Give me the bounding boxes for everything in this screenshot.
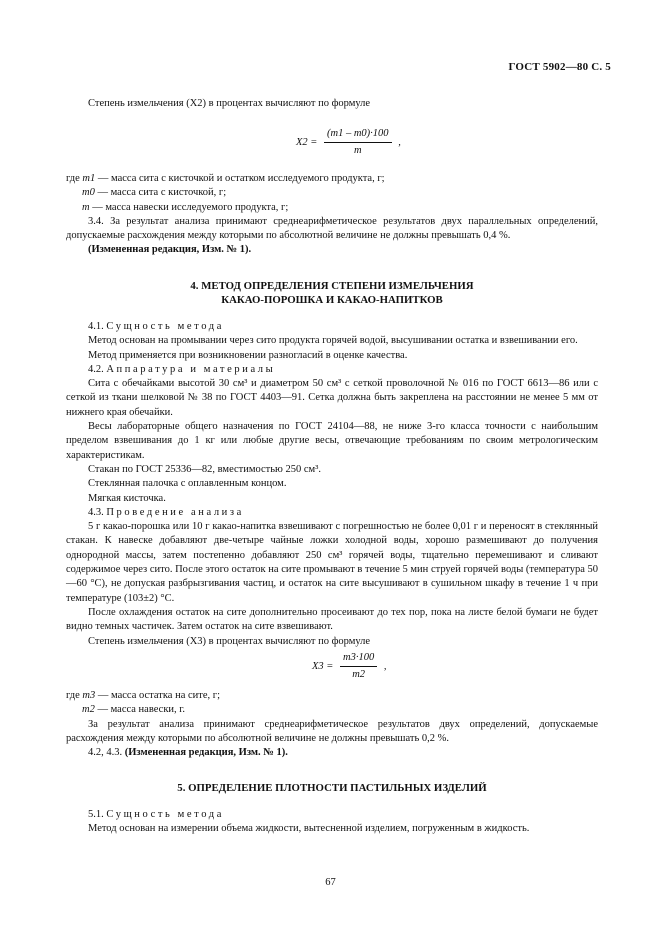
definition-prefix: где: [66, 173, 80, 184]
subsection-4-2-title: [66, 363, 598, 377]
definition-row: [66, 172, 598, 186]
paragraph: Сита с обечайками высотой 30 см³ и диаметром 50 см³ с сеткой проволочной № 016 по ГОСТ 6613—86 или с сеткой из ткани шелковой № 38 по ГОСТ 4403—91. Сетка должна быть закреплена на расстоянии не менее 5 мм от нижнего края обечайки.: [66, 378, 598, 418]
subsection-title: Аппаратура и материалы: [106, 363, 276, 375]
subsection-5-1-title: [66, 808, 598, 822]
definition-symbol: m0: [82, 187, 95, 199]
definition-symbol: m: [82, 201, 90, 213]
amendment-text: (Измененная редакция, Изм. № 1).: [124, 747, 288, 759]
definition-text: — масса сита с кисточкой, г;: [97, 187, 227, 199]
paragraph: Степень измельчения (X3) в процентах вычисляют по формуле: [88, 635, 371, 647]
formula2-lhs: X3: [312, 660, 324, 672]
subsection-title: Сущность метода: [106, 321, 224, 332]
paragraph: 5 г какао-порошка или 10 г какао-напитка взвешивают с погрешностью не более 0,01 г и переносят в стеклянный стакан. К навеске добавляют две-четыре чайные ложки холодной воды, хорошо размешивают до получения однородной массы, затем постепенно добавляют 250 см³ горячей воды, тщательно перемешивают и сливают содержимое через сито. После этого остаток на сите промывают в течение 5 мин струей горячей воды (температура 50—60 °C), не допуская разбрызгивания частиц, и остаток на сите высушивают в сушильном шкафу в течение 1 ч при температуре (103±2) °C.: [66, 521, 598, 604]
subsection-4-3-title: [66, 506, 598, 520]
paragraph: Метод применяется при возникновении разногласий в оценке качества.: [88, 349, 408, 361]
amendment-note-2: [66, 746, 598, 760]
subsection-number: 4.1.: [88, 321, 104, 332]
subsection-title: Проведение анализа: [106, 506, 244, 518]
definition-prefix: где: [66, 690, 80, 701]
subsection-number: 5.1.: [88, 809, 104, 820]
running-header: ГОСТ 5902—80 С. 5: [508, 61, 611, 73]
formula1-comma: ,: [398, 136, 401, 148]
paragraph: Метод основан на измерении объема жидкости, вытесненной изделием, погруженным в жидкость.: [88, 823, 530, 835]
formula-x3: [312, 651, 386, 683]
section-4-heading: [66, 279, 598, 307]
definition-symbol: m3: [82, 690, 96, 701]
page-number: 67: [325, 877, 336, 888]
formula2-equals: =: [326, 660, 334, 672]
paragraph-formula1-intro: [66, 97, 598, 111]
subsection-4-1-title: [66, 320, 598, 334]
formula2-fraction: [340, 651, 377, 683]
formula2-denominator: m2: [352, 669, 366, 681]
formula2-numerator: m3·100: [340, 651, 377, 667]
amendment-note-1: (Измененная редакция, Изм. № 1).: [88, 244, 252, 256]
section-5-heading: 5. ОПРЕДЕЛЕНИЕ ПЛОТНОСТИ ПАСТИЛЬНЫХ ИЗДЕЛИЙ: [177, 782, 487, 794]
paragraph: Мягкая кисточка.: [88, 492, 166, 504]
paragraph: Стакан по ГОСТ 25336—82, вместимостью 250 см³.: [88, 463, 321, 475]
definitions-list-2: [66, 689, 598, 760]
definition-row: [66, 689, 598, 703]
definition-text: — масса навески, г.: [97, 704, 186, 716]
formula1-denominator: m: [353, 145, 362, 157]
formula1-intro-text: Степень измельчения (X2) в процентах вычисляют по формуле: [88, 98, 371, 109]
definition-symbol: m1: [82, 173, 96, 184]
formula1-lhs: X2: [296, 136, 308, 148]
definition-row: [66, 703, 598, 717]
definition-text: — масса навески исследуемого продукта, г;: [92, 201, 289, 213]
formula1-numerator: (m1 – m0)·100: [324, 127, 392, 143]
paragraph: После охлаждения остаток на сите дополнительно просеивают до тех пор, пока на листе белой бумаги не будет видно темных частичек. Затем остаток на сите взвешивают.: [66, 606, 598, 633]
definition-text: — масса остатка на сите, г;: [97, 690, 220, 701]
definition-symbol: m2: [82, 704, 95, 716]
section-4-heading-line1: 4. МЕТОД ОПРЕДЕЛЕНИЯ СТЕПЕНИ ИЗМЕЛЬЧЕНИЯ: [190, 280, 474, 292]
section-5-body: [66, 808, 598, 837]
paragraph: Весы лабораторные общего назначения по ГОСТ 24104—88, не ниже 3-го класса точности с наибольшим пределом взвешивания до 1 кг или любые другие весы, отвечающие требованиям по своим метрологическим характеристикам.: [66, 421, 598, 461]
paragraph-3-4: 3.4. За результат анализа принимают среднеарифметическое результатов двух параллельных определений, допускаемые расхождения между которыми по абсолютной величине не должны превышать 0,4 %.: [66, 215, 598, 242]
formula-x2: [296, 127, 401, 159]
definitions-list-1: [66, 172, 598, 258]
paragraph: Стеклянная палочка с оплавленным концом.: [88, 478, 287, 490]
subsection-number: 4.3.: [88, 506, 104, 518]
section-4-body: [66, 320, 598, 649]
amendment-prefix: 4.2, 4.3.: [88, 747, 123, 759]
subsection-number: 4.2.: [88, 363, 104, 375]
definition-row: [66, 186, 598, 200]
section-4-heading-line2: КАКАО-ПОРОШКА И КАКАО-НАПИТКОВ: [221, 294, 443, 306]
subsection-title: Сущность метода: [106, 809, 224, 820]
formula2-comma: ,: [383, 660, 387, 672]
formula1-fraction: [324, 127, 392, 159]
paragraph: За результат анализа принимают среднеарифметическое результатов двух определений, допускаемые расхождения между которыми по абсолютной величине не должны превышать 0,2 %.: [66, 718, 598, 744]
paragraph: Метод основан на промывании через сито продукта горячей водой, высушивании остатка и взвешивании его.: [88, 335, 578, 347]
formula1-equals: =: [310, 136, 318, 148]
definition-text: — масса сита с кисточкой и остатком исследуемого продукта, г;: [97, 173, 385, 184]
definition-row: [66, 201, 598, 215]
